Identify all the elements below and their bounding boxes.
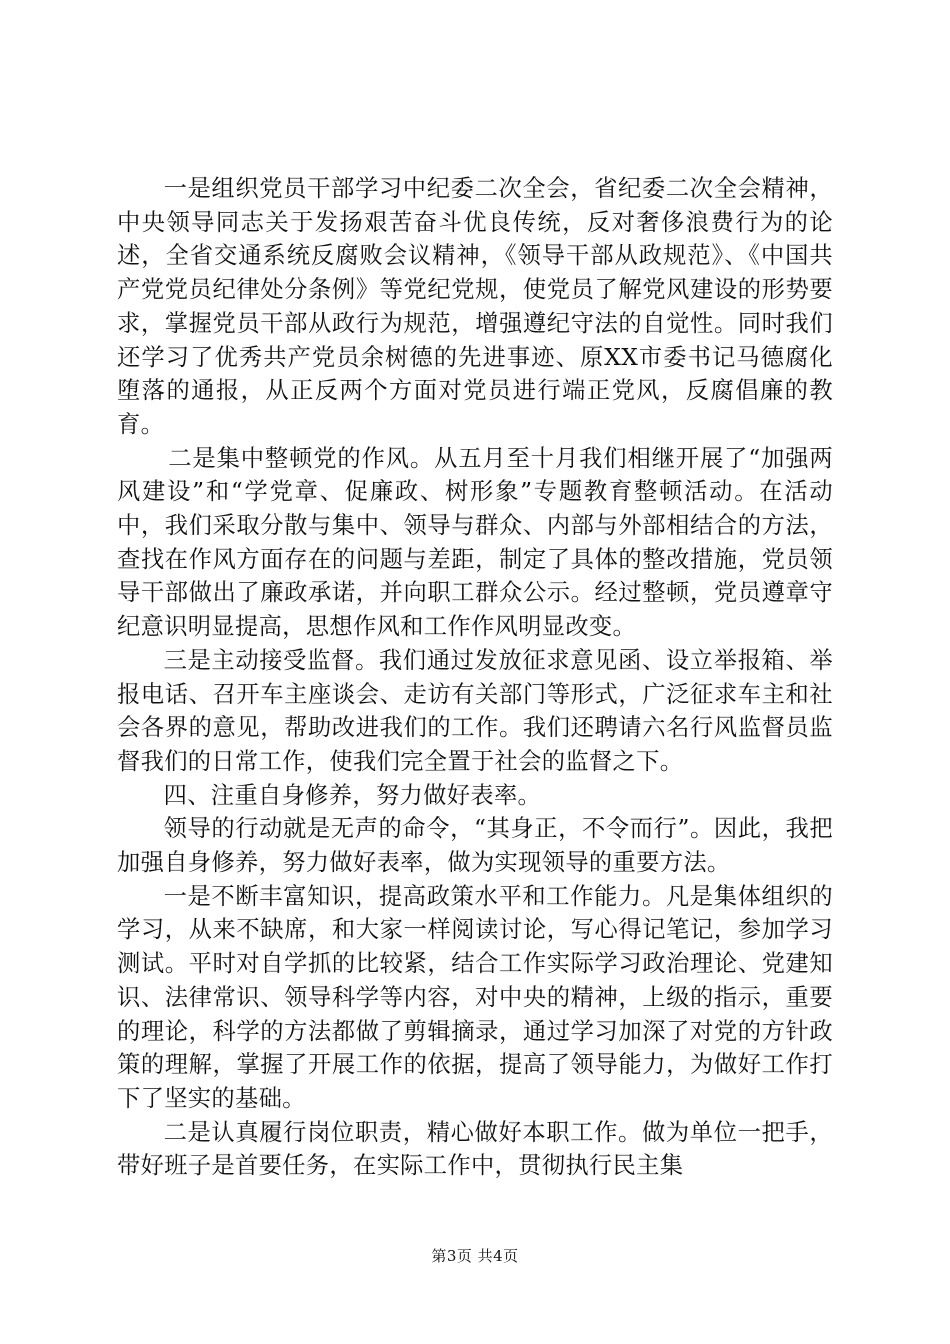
paragraph-supervision: 三是主动接受监督。我们通过发放征求意见函、设立举报箱、举报电话、召开车主座谈会、走访有关部门等形式，广泛征求车主和社会各界的意见，帮助改进我们的工作。我们还聘请六名行风监督员监督我们的日常工作，使我们完全置于社会的监督之下。 xyxy=(117,646,833,775)
document-body xyxy=(117,172,833,1183)
paragraph-study: 一是组织党员干部学习中纪委二次全会，省纪委二次全会精神，中央领导同志关于发扬艰苦奋斗优良传统，反对奢侈浪费行为的论述，全省交通系统反腐败会议精神，《领导干部从政规范》、《中国共产党党员纪律处分条例》等党纪党规，使党员了解党风建设的形势要求，掌握党员干部从政行为规范，增强遵纪守法的自觉性。同时我们还学习了优秀共产党员余树德的先进事迹、原XX市委书记马德腐化堕落的通报，从正反两个方面对党员进行端正党风，反腐倡廉的教育。 xyxy=(117,175,833,438)
paragraph-leadership-example: 领导的行动就是无声的命令，“其身正，不令而行”。因此，我把加强自身修养，努力做好表率，做为实现领导的重要方法。 xyxy=(117,815,833,877)
paragraph-enrich-knowledge: 一是不断丰富知识，提高政策水平和工作能力。凡是集体组织的学习，从来不缺席，和大家一样阅读讨论，写心得记笔记，参加学习测试。平时对自学抓的比较紧，结合工作实际学习政治理论、党建知识、法律常识、领导科学等内容，对中央的精神，上级的指示，重要的理论，科学的方法都做了剪辑摘录，通过学习加深了对党的方针政策的理解，掌握了开展工作的依据，提高了领导能力，为做好工作打下了坚实的基础。 xyxy=(117,882,833,1112)
paragraph-rectify-style: 二是集中整顿党的作风。从五月至十月我们相继开展了“加强两风建设”和“学党章、促廉政、树形象”专题教育整顿活动。在活动中，我们采取分散与集中、领导与群众、内部与外部相结合的方法，查找在作风方面存在的问题与差距，制定了具体的整改措施，党员领导干部做出了廉政承诺，并向职工群众公示。经过整顿，党员遵章守纪意识明显提高，思想作风和工作作风明显改变。 xyxy=(117,444,833,641)
paragraph-duties: 二是认真履行岗位职责，精心做好本职工作。做为单位一把手，带好班子是首要任务，在实际工作中，贯彻执行民主集 xyxy=(117,1118,833,1180)
section-heading-self-cultivation: 四、注重自身修养，努力做好表率。 xyxy=(163,781,542,809)
page-number-footer: 第3页 共4页 xyxy=(431,1247,519,1265)
